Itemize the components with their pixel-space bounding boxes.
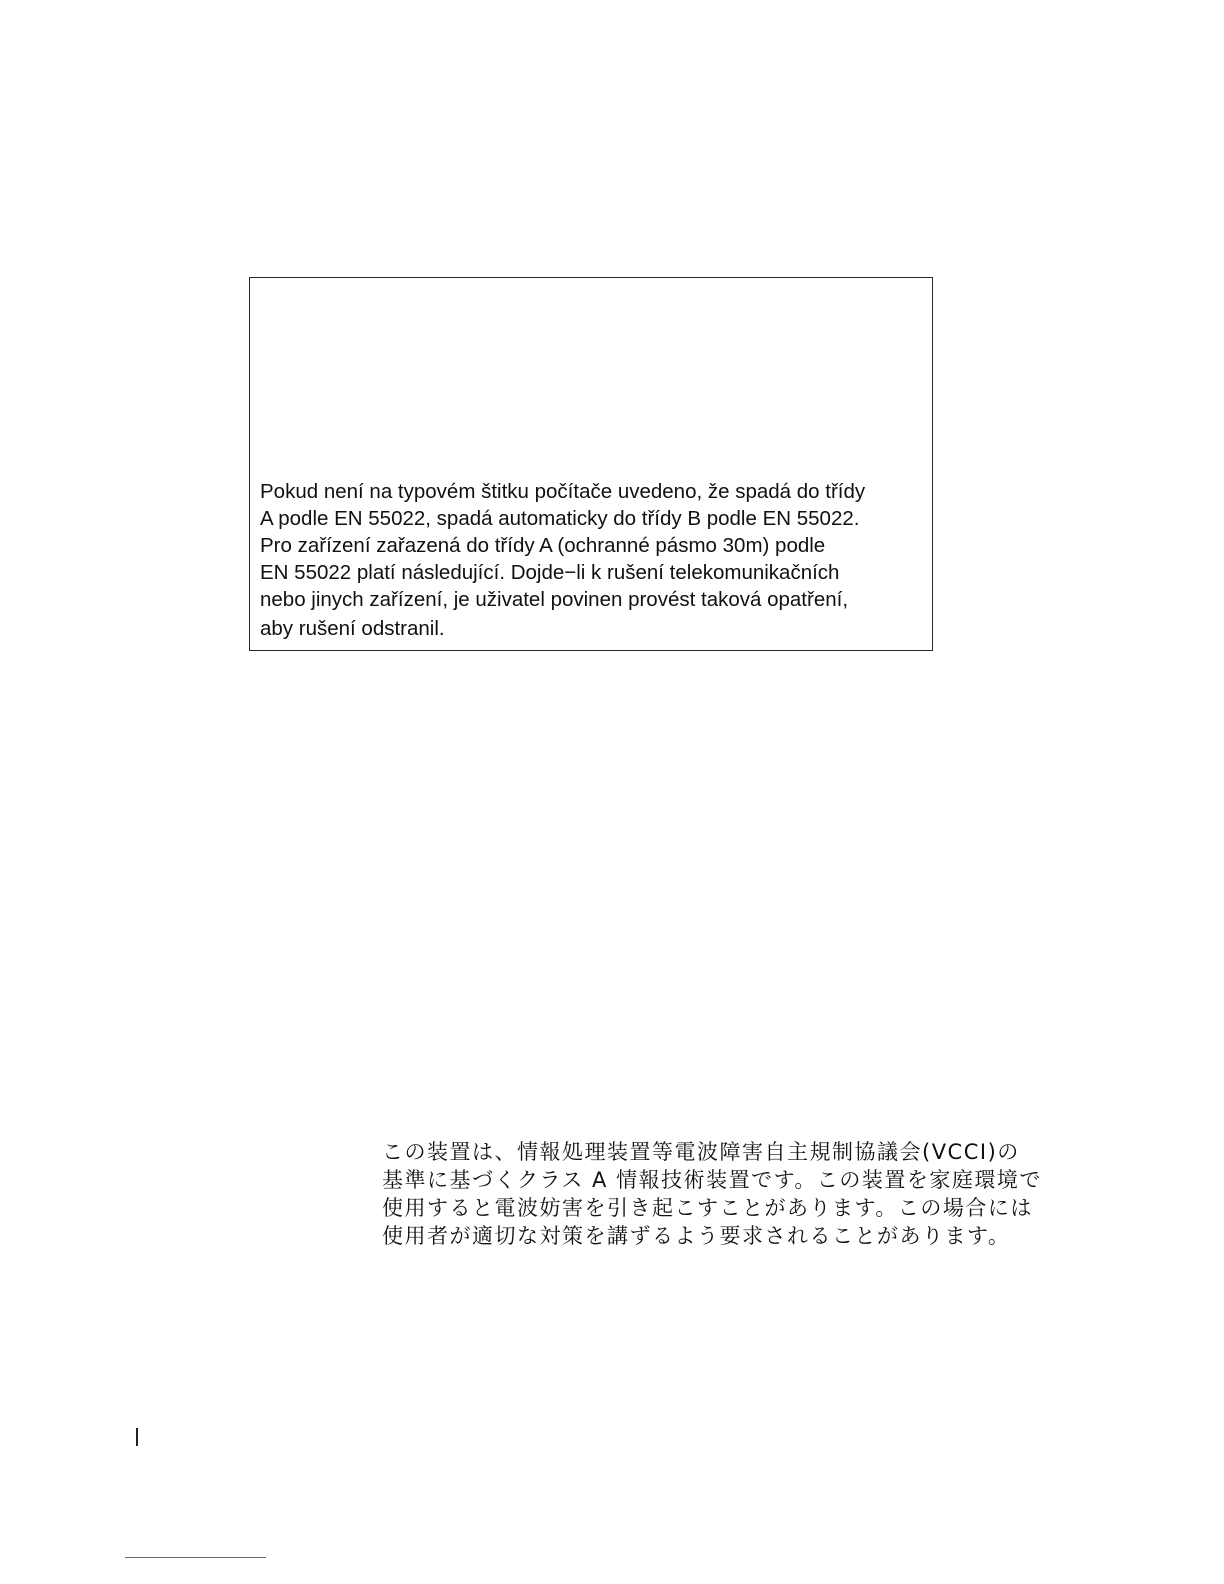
czech-notice-line: aby rušení odstranil. xyxy=(260,617,445,640)
czech-notice-line: Pro zařízení zařazená do třídy A (ochranné pásmo 30m) podle xyxy=(260,534,826,557)
vcci-japanese-notice xyxy=(382,1138,1082,1250)
footer-rule xyxy=(125,1557,266,1558)
vcci-notice-line: 使用者が適切な対策を講ずるよう要求されることがあります。 xyxy=(382,1224,1011,1248)
vcci-notice-line: この装置は、情報処理装置等電波障害自主規制協議会(VCCI)の xyxy=(382,1140,1020,1164)
czech-emc-notice-text xyxy=(260,478,928,642)
vcci-notice-line: 使用すると電波妨害を引き起こすことがあります。この場合には xyxy=(382,1196,1033,1220)
czech-emc-notice-box xyxy=(249,277,933,651)
czech-notice-line: nebo jinych zařízení, je uživatel povinen provést taková opatření, xyxy=(260,588,849,611)
czech-notice-line: A podle EN 55022, spadá automaticky do třídy B podle EN 55022. xyxy=(260,507,860,530)
czech-notice-line: EN 55022 platí následující. Dojde−li k rušení telekomunikačních xyxy=(260,561,840,584)
page-margin-marker xyxy=(136,1428,138,1446)
czech-notice-line: Pokud není na typovém štitku počítače uvedeno, že spadá do třídy xyxy=(260,480,866,503)
vcci-notice-line: 基準に基づくクラス A 情報技術装置です。この装置を家庭環境で xyxy=(382,1168,1042,1192)
